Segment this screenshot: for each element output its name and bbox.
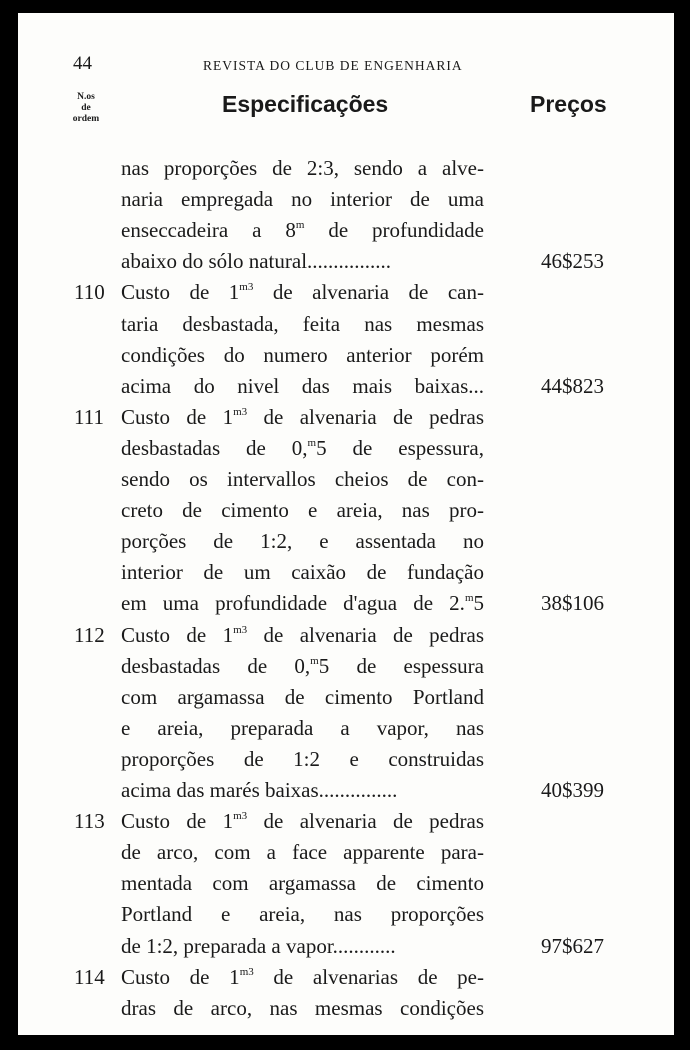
- specification-text: [121, 464, 484, 495]
- specification-line: [18, 588, 674, 619]
- specification-line: [18, 433, 674, 464]
- unit-superscript: m: [464, 592, 474, 605]
- specification-text: [121, 277, 484, 308]
- unit-superscript: m: [307, 436, 317, 449]
- specification-text: [121, 931, 484, 962]
- unit-superscript: m3: [239, 281, 254, 294]
- unit-superscript: m3: [239, 965, 254, 978]
- text-run: Custo de 1: [121, 964, 240, 989]
- specification-text: [121, 402, 484, 433]
- specification-text: [121, 495, 484, 526]
- price-value: 46$253: [541, 249, 604, 274]
- specification-line: [18, 744, 674, 775]
- specification-text: [121, 309, 484, 340]
- text-run: enseccadeira a 8: [121, 218, 296, 243]
- specification-text: [121, 526, 484, 557]
- column-header-ordem-line: ordem: [72, 114, 100, 124]
- column-header-ordem: [67, 92, 105, 125]
- unit-superscript: m: [310, 654, 319, 667]
- text-run: desbastadas de 0,: [121, 435, 308, 460]
- text-run: 5 de espessura: [318, 653, 484, 678]
- specification-line: [18, 526, 674, 557]
- specification-text: [121, 993, 484, 1024]
- text-run: de 1:2, preparada a vapor............: [121, 933, 396, 958]
- specification-line: [18, 309, 674, 340]
- column-header-precos: Preços: [530, 91, 607, 117]
- text-run: em uma profundidade d'agua de 2.: [121, 591, 465, 616]
- specification-line: [18, 153, 674, 184]
- specification-text: [121, 713, 484, 744]
- specification-line: [18, 277, 674, 308]
- text-run: desbastadas de 0,: [121, 653, 311, 678]
- specification-text: [121, 371, 484, 402]
- text-run: de arco, com a face apparente para-: [121, 840, 484, 865]
- specification-line: [18, 464, 674, 495]
- text-run: nas proporções de 2:3, sendo a alve-: [121, 156, 484, 180]
- specification-line: [18, 868, 674, 899]
- text-run: porções de 1:2, e assentada no: [121, 529, 484, 554]
- document-page: [18, 13, 674, 1035]
- specification-text: [121, 557, 484, 588]
- specification-text: [121, 806, 484, 837]
- item-number: 114: [74, 964, 105, 989]
- text-run: Custo de 1: [121, 280, 240, 305]
- text-run: 5 de espessura,: [316, 435, 484, 460]
- specification-text: [121, 744, 484, 775]
- specification-line: [18, 215, 674, 246]
- specification-text: [121, 246, 484, 277]
- specification-line: [18, 340, 674, 371]
- text-run: taria desbastada, feita nas mesmas: [121, 311, 484, 336]
- specification-text: [121, 588, 484, 619]
- specification-text: [121, 433, 484, 464]
- text-run: de alvenaria de pedras: [247, 622, 484, 647]
- text-run: de alvenaria de pedras: [247, 404, 484, 429]
- text-run: creto de cimento e areia, nas pro-: [121, 498, 484, 523]
- specification-line: [18, 837, 674, 868]
- specification-line: [18, 931, 674, 962]
- text-run: Custo de 1: [121, 622, 234, 647]
- specification-text: [121, 184, 484, 215]
- unit-superscript: m: [295, 219, 305, 232]
- column-header-ordem-line: N.os: [77, 92, 95, 102]
- price-value: 44$823: [541, 373, 604, 398]
- running-head: REVISTA DO CLUB DE ENGENHARIA: [203, 58, 463, 73]
- text-run: acima do nivel das mais baixas...: [121, 373, 484, 398]
- text-run: Custo de 1: [121, 809, 234, 834]
- specification-line: [18, 557, 674, 588]
- unit-superscript: m3: [233, 405, 248, 418]
- text-run: acima das marés baixas...............: [121, 778, 398, 802]
- specification-text: [121, 340, 484, 371]
- text-run: abaixo do sólo natural................: [121, 249, 392, 274]
- specification-line: [18, 713, 674, 744]
- text-run: com argamassa de cimento Portland: [121, 684, 484, 709]
- text-run: Custo de 1: [121, 404, 234, 429]
- text-run: de profundidade: [304, 218, 484, 243]
- text-run: Portland e areia, nas proporções: [121, 902, 484, 927]
- text-run: de alvenaria de pedras: [247, 809, 484, 834]
- column-header-ordem-line: de: [81, 103, 91, 113]
- specification-line: [18, 371, 674, 402]
- text-run: e areia, preparada a vapor, nas: [121, 715, 484, 740]
- specification-line: [18, 402, 674, 433]
- specification-text: [121, 153, 484, 184]
- price-value: 97$627: [541, 933, 604, 958]
- specification-line: [18, 899, 674, 930]
- specification-line: [18, 682, 674, 713]
- specification-line: [18, 775, 674, 806]
- specification-line: [18, 495, 674, 526]
- item-number: 112: [74, 622, 105, 647]
- specification-text: [121, 899, 484, 930]
- text-run: 5: [473, 591, 484, 616]
- text-run: de alvenarias de pe-: [253, 964, 485, 989]
- specification-line: [18, 993, 674, 1024]
- specification-text: [121, 837, 484, 868]
- specification-text: [121, 620, 484, 651]
- specification-text: [121, 682, 484, 713]
- specification-line: [18, 806, 674, 837]
- unit-superscript: m3: [233, 623, 248, 636]
- specification-line: [18, 651, 674, 682]
- specification-line: [18, 962, 674, 993]
- text-run: naria empregada no interior de uma: [121, 187, 484, 212]
- page-number: 44: [73, 53, 92, 74]
- specification-line: [18, 184, 674, 215]
- item-number: 110: [74, 280, 105, 305]
- price-value: 38$106: [541, 591, 604, 616]
- specification-text: [121, 651, 484, 682]
- specification-text: [121, 215, 484, 246]
- price-value: 40$399: [541, 778, 604, 802]
- column-header-especificacoes: Especificações: [222, 91, 389, 117]
- specification-line: [18, 620, 674, 651]
- text-run: interior de um caixão de fundação: [121, 560, 484, 585]
- unit-superscript: m3: [233, 810, 248, 823]
- text-run: proporções de 1:2 e construidas: [121, 746, 484, 771]
- item-number: 111: [74, 404, 104, 429]
- specification-text: [121, 868, 484, 899]
- text-run: mentada com argamassa de cimento: [121, 871, 484, 896]
- text-run: condições do numero anterior porém: [121, 342, 484, 367]
- text-run: de alvenaria de can-: [253, 280, 484, 305]
- text-run: sendo os intervallos cheios de con-: [121, 467, 484, 491]
- specification-line: [18, 246, 674, 277]
- text-run: dras de arco, nas mesmas condições: [121, 995, 484, 1020]
- specification-text: [121, 775, 484, 806]
- specification-text: [121, 962, 484, 993]
- item-number: 113: [74, 809, 105, 834]
